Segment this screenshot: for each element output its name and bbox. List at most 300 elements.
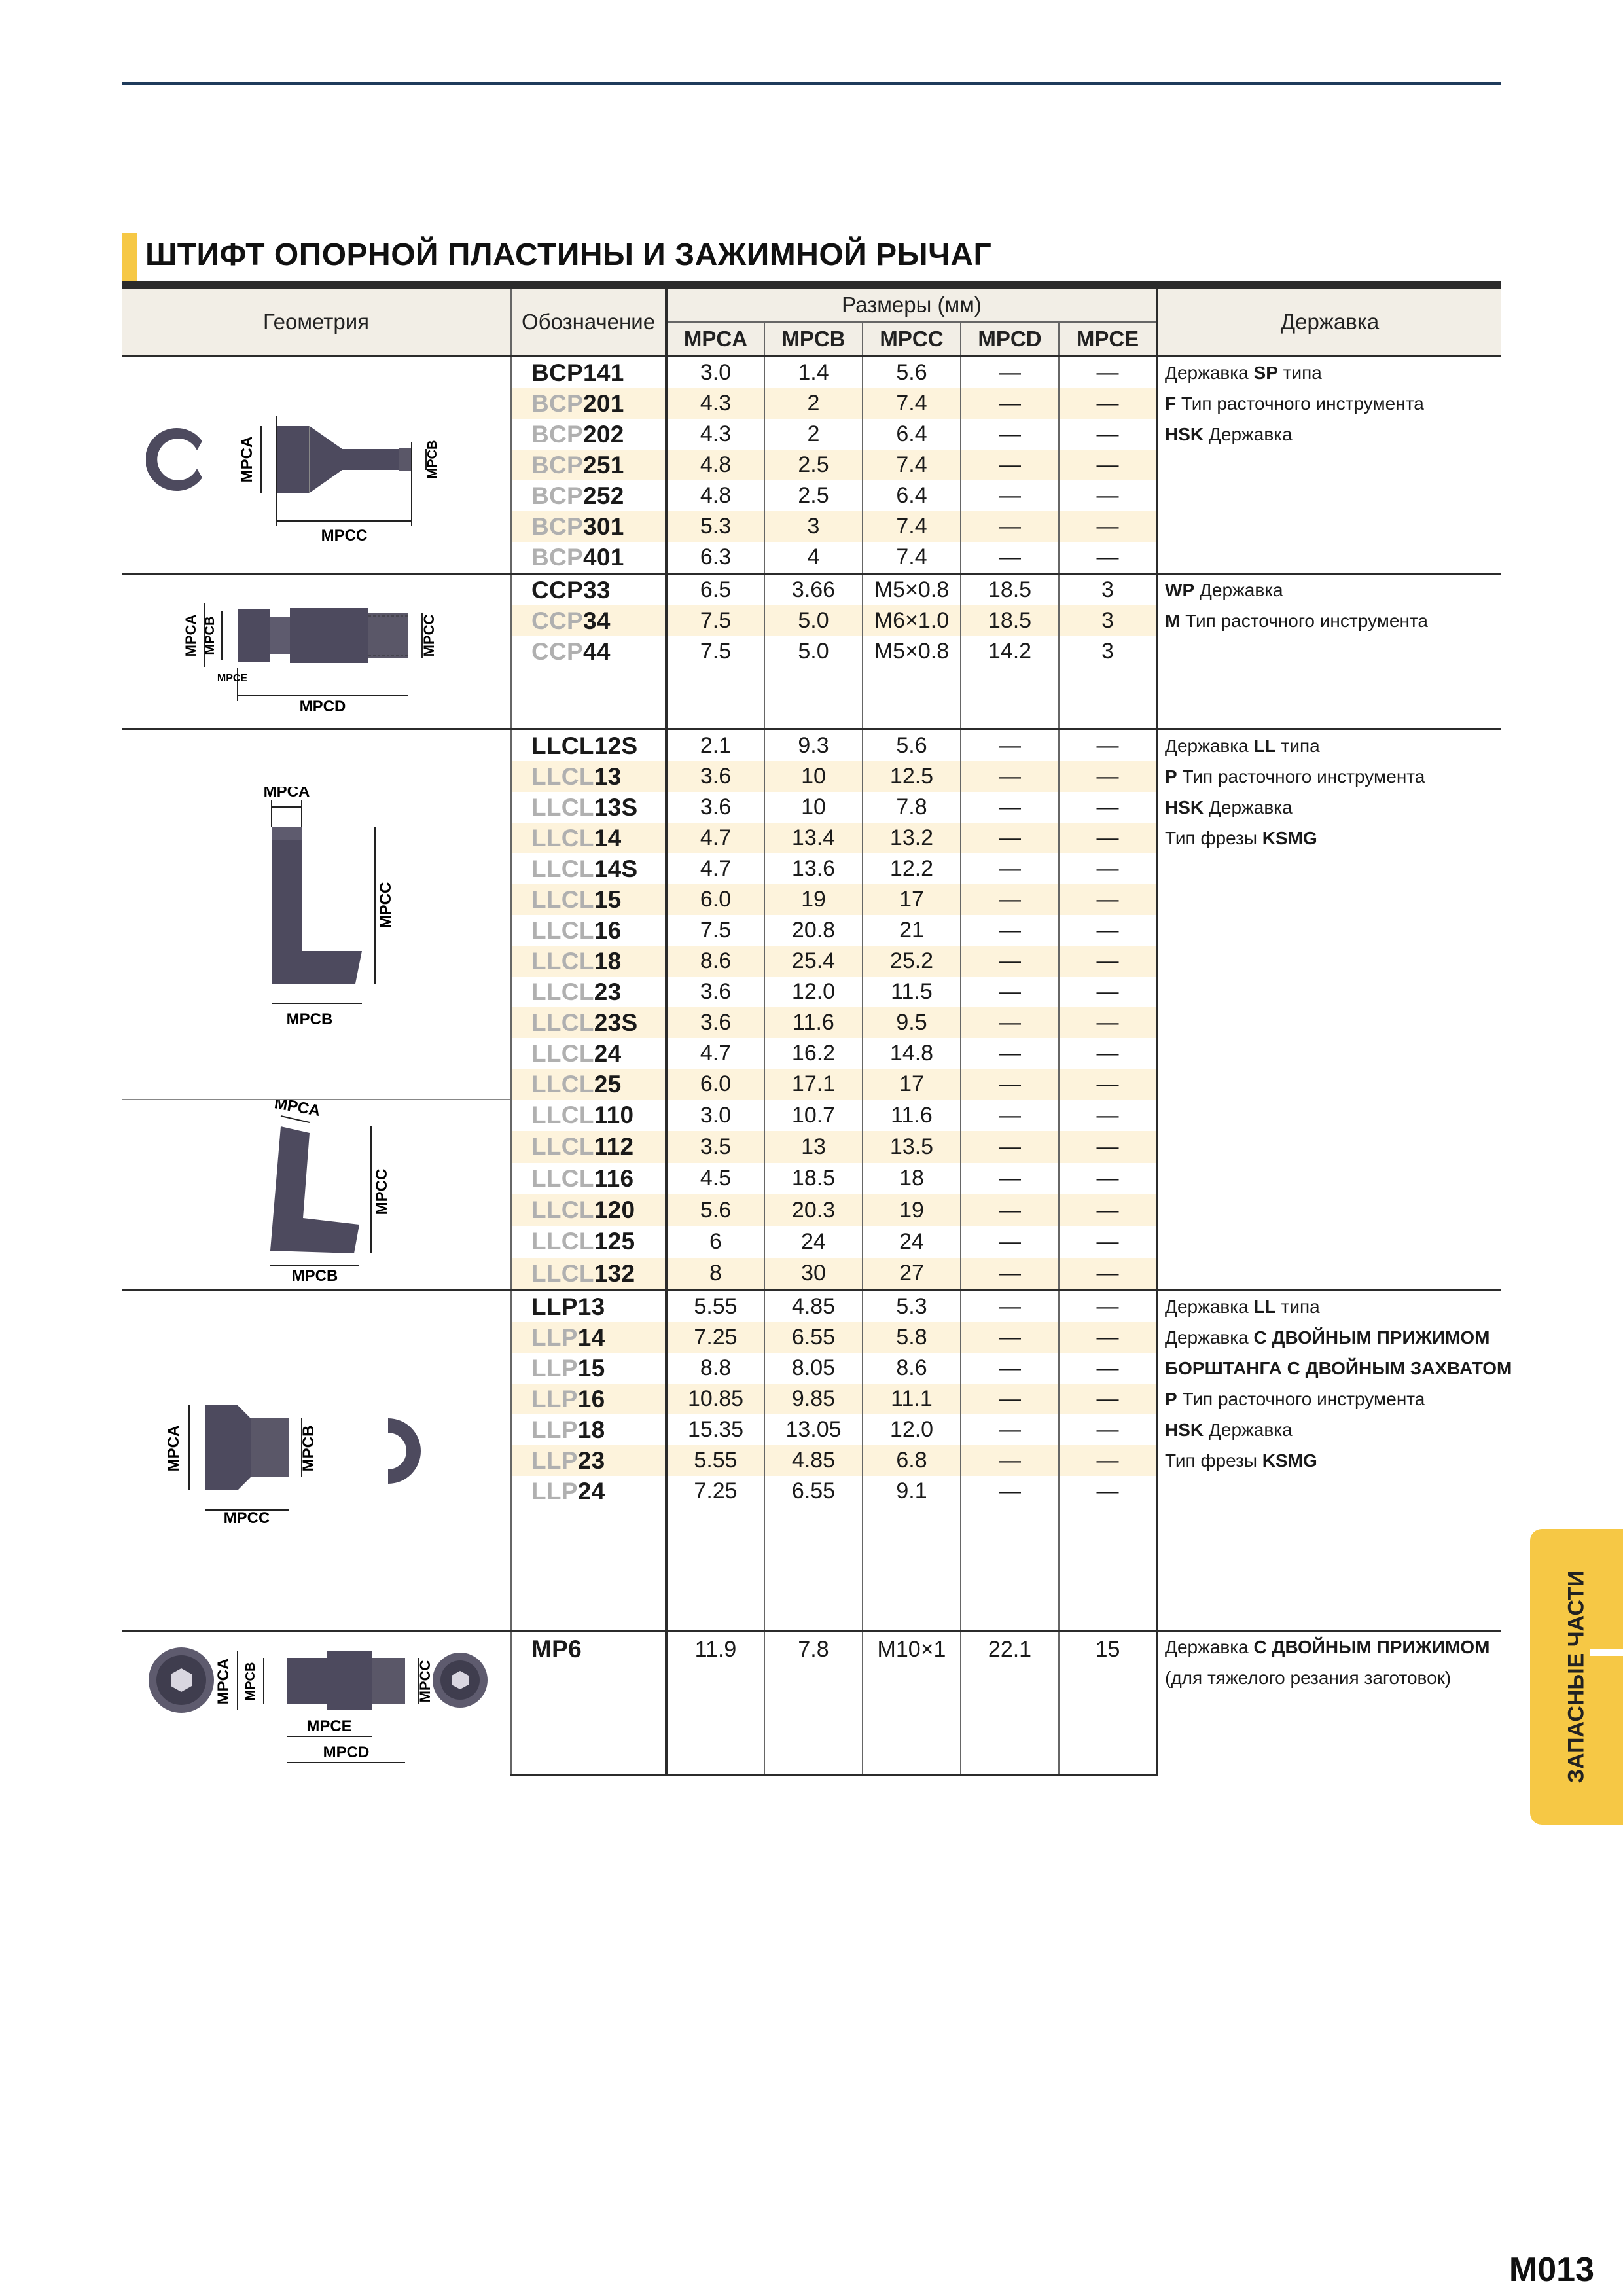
designation-suffix: 25 xyxy=(594,1070,622,1098)
cell-mpcc: 6.8 xyxy=(863,1445,961,1476)
cell-mpca: 4.5 xyxy=(666,1163,764,1194)
cell-mpca: 7.25 xyxy=(666,1322,764,1353)
cell-mpcc: 7.4 xyxy=(863,450,961,480)
cell-mpcb: 13 xyxy=(764,1131,863,1162)
empty-cell xyxy=(961,1537,1059,1568)
top-rule xyxy=(122,82,1501,85)
spec-table xyxy=(122,289,1512,1776)
designation-prefix: LLCL xyxy=(531,947,594,975)
empty-cell xyxy=(863,1537,961,1568)
llp-c-clip-icon xyxy=(388,1418,421,1484)
geometry-cell-llcl xyxy=(122,730,511,1100)
cell-mpcc: 9.5 xyxy=(863,1007,961,1038)
cell-mpcc: 14.8 xyxy=(863,1038,961,1069)
geometry-cell-ccp xyxy=(122,574,511,730)
designation-suffix: 14 xyxy=(577,1323,605,1351)
cell-mpce: — xyxy=(1059,915,1157,946)
empty-cell xyxy=(666,1599,764,1631)
table-row xyxy=(122,1631,1501,1668)
cell-mpce: — xyxy=(1059,1038,1157,1069)
cell-mpce: — xyxy=(1059,1476,1157,1507)
cell-mpcb: 18.5 xyxy=(764,1163,863,1194)
mp-head-icon xyxy=(149,1647,214,1713)
empty-cell xyxy=(511,1738,666,1775)
llcl-label-mpca: MPCA xyxy=(263,787,310,800)
designation-prefix: LLP xyxy=(531,1354,578,1382)
cell-mpca: 4.8 xyxy=(666,480,764,511)
cell-mpcb: 25.4 xyxy=(764,946,863,977)
designation-cell xyxy=(511,761,666,792)
table-row xyxy=(122,730,1501,762)
llcl-label-mpcc: MPCC xyxy=(377,882,395,929)
empty-cell xyxy=(1059,1599,1157,1631)
empty-cell xyxy=(666,1568,764,1599)
designation-prefix: LLP xyxy=(531,1446,578,1474)
designation-cell xyxy=(511,1038,666,1069)
holder-text: Державка xyxy=(1165,736,1254,756)
cell-mpcd: 18.5 xyxy=(961,574,1059,606)
cell-mpcc: 12.5 xyxy=(863,761,961,792)
empty-cell xyxy=(666,1738,764,1775)
llcl-lever-angled-drawing xyxy=(270,1126,359,1253)
cell-mpcd: — xyxy=(961,450,1059,480)
cell-mpce: — xyxy=(1059,419,1157,450)
cell-mpcc: 12.2 xyxy=(863,853,961,884)
ccp-label-mpcd: MPCD xyxy=(299,698,346,714)
holder-text: Тип расточного инструмента xyxy=(1176,393,1424,414)
cell-mpce: — xyxy=(1059,1258,1157,1291)
cell-mpcd: — xyxy=(961,511,1059,542)
table-row xyxy=(122,357,1501,389)
cell-mpce: — xyxy=(1059,1131,1157,1162)
cell-mpca: 6.3 xyxy=(666,542,764,574)
header-holder: Державка xyxy=(1157,289,1501,357)
header-mpca: MPCA xyxy=(666,322,764,357)
cell-mpcc: M6×1.0 xyxy=(863,605,961,636)
cell-mpcc: 7.4 xyxy=(863,388,961,419)
designation-prefix: LLP xyxy=(531,1385,578,1412)
designation-suffix: 24 xyxy=(577,1477,605,1505)
designation-suffix: 116 xyxy=(594,1164,634,1192)
empty-cell xyxy=(511,1537,666,1568)
holder-bold: P xyxy=(1165,766,1177,787)
designation-prefix: LLP xyxy=(531,1416,578,1443)
cell-mpcb: 5.0 xyxy=(764,636,863,667)
designation-suffix: 34 xyxy=(583,607,611,634)
holder-text: Державка xyxy=(1194,580,1283,600)
cell-mpcd: — xyxy=(961,1100,1059,1131)
cell-mpce: — xyxy=(1059,1353,1157,1384)
ccp-label-mpca: MPCA xyxy=(183,614,199,657)
geometry-cell-llp xyxy=(122,1291,511,1631)
cell-mpcb: 13.6 xyxy=(764,853,863,884)
cell-mpcb: 5.0 xyxy=(764,605,863,636)
empty-cell xyxy=(764,1507,863,1537)
cell-mpcc: 5.6 xyxy=(863,357,961,389)
holder-line xyxy=(1165,1414,1501,1445)
holder-text: Державка xyxy=(1165,1327,1254,1348)
holder-text: Державка xyxy=(1204,424,1293,444)
cell-mpca: 11.9 xyxy=(666,1631,764,1668)
cell-mpcd: — xyxy=(961,1322,1059,1353)
holder-bold: WP xyxy=(1165,580,1195,600)
designation-suffix: CCP33 xyxy=(531,576,611,603)
cell-mpcd: 18.5 xyxy=(961,605,1059,636)
holder-cell-llcl xyxy=(1157,730,1501,1291)
cell-mpcd: — xyxy=(961,853,1059,884)
cell-mpcd: — xyxy=(961,915,1059,946)
cell-mpce: — xyxy=(1059,1226,1157,1257)
cell-mpcb: 12.0 xyxy=(764,977,863,1007)
cell-mpcd: — xyxy=(961,357,1059,389)
holder-text: Тип расточного инструмента xyxy=(1177,1389,1425,1409)
designation-suffix: 16 xyxy=(594,916,622,944)
cell-mpca: 4.7 xyxy=(666,1038,764,1069)
empty-cell xyxy=(764,1703,863,1738)
cell-mpca: 3.5 xyxy=(666,1131,764,1162)
cell-mpca: 3.0 xyxy=(666,1100,764,1131)
cell-mpcb: 19 xyxy=(764,884,863,915)
empty-cell xyxy=(961,1667,1059,1702)
cell-mpce: — xyxy=(1059,823,1157,853)
designation-suffix: LLP13 xyxy=(531,1293,605,1320)
designation-prefix: LLCL xyxy=(531,1009,594,1036)
designation-cell xyxy=(511,1069,666,1100)
cell-mpcd: 22.1 xyxy=(961,1631,1059,1668)
holder-bold-2: С ДВОЙНЫМ ПРИЖИМОМ xyxy=(1253,1327,1490,1348)
designation-cell xyxy=(511,1226,666,1257)
designation-suffix: 125 xyxy=(594,1228,635,1255)
cell-mpcd: — xyxy=(961,823,1059,853)
cell-mpce: — xyxy=(1059,730,1157,762)
designation-suffix: 44 xyxy=(583,637,611,665)
empty-cell xyxy=(961,1703,1059,1738)
cell-mpcb: 17.1 xyxy=(764,1069,863,1100)
designation-suffix: 23S xyxy=(594,1009,638,1036)
cell-mpcc: 8.6 xyxy=(863,1353,961,1384)
designation-prefix: LLCL xyxy=(531,793,594,821)
holder-text: Тип фрезы xyxy=(1165,1450,1262,1471)
cell-mpcd: 14.2 xyxy=(961,636,1059,667)
holder-bold-2: KSMG xyxy=(1262,828,1317,848)
designation-suffix: 13 xyxy=(594,762,622,790)
holder-text: Державка xyxy=(1165,1297,1254,1317)
cell-mpca: 4.3 xyxy=(666,388,764,419)
designation-suffix: 16 xyxy=(577,1385,605,1412)
empty-cell xyxy=(666,1537,764,1568)
geometry-cell-bcp xyxy=(122,357,511,574)
holder-bold: HSK xyxy=(1165,797,1204,817)
empty-cell xyxy=(863,1738,961,1775)
holder-line xyxy=(1165,1291,1501,1322)
designation-cell xyxy=(511,1384,666,1414)
designation-suffix: 15 xyxy=(594,886,622,913)
designation-suffix: 18 xyxy=(594,947,622,975)
designation-prefix: LLCL xyxy=(531,1196,594,1224)
cell-mpca: 6.0 xyxy=(666,1069,764,1100)
holder-bold-2: LL xyxy=(1253,1297,1276,1317)
holder-line xyxy=(1165,575,1501,605)
cell-mpca: 4.7 xyxy=(666,853,764,884)
holder-bold: HSK xyxy=(1165,1420,1204,1440)
cell-mpce: — xyxy=(1059,884,1157,915)
cell-mpcd: — xyxy=(961,1258,1059,1291)
holder-bold: M xyxy=(1165,611,1181,631)
cell-mpcd: — xyxy=(961,1291,1059,1323)
cell-mpca: 6.0 xyxy=(666,884,764,915)
designation-cell xyxy=(511,1631,666,1668)
cell-mpcd: — xyxy=(961,761,1059,792)
cell-mpcd: — xyxy=(961,1069,1059,1100)
designation-cell xyxy=(511,450,666,480)
designation-prefix: LLCL xyxy=(531,916,594,944)
cell-mpcd: — xyxy=(961,1476,1059,1507)
cell-mpcb: 3.66 xyxy=(764,574,863,606)
designation-suffix: 301 xyxy=(583,512,624,540)
designation-prefix: LLCL xyxy=(531,1070,594,1098)
cell-mpce: — xyxy=(1059,761,1157,792)
cell-mpcc: 13.5 xyxy=(863,1131,961,1162)
table-row xyxy=(122,1291,1501,1323)
cell-mpca: 5.55 xyxy=(666,1445,764,1476)
cell-mpcc: 11.1 xyxy=(863,1384,961,1414)
cell-mpce: — xyxy=(1059,388,1157,419)
page-title: ШТИФТ ОПОРНОЙ ПЛАСТИНЫ И ЗАЖИМНОЙ РЫЧАГ xyxy=(145,238,992,272)
cell-mpcd: — xyxy=(961,1353,1059,1384)
empty-cell xyxy=(1059,1703,1157,1738)
cell-mpcb: 1.4 xyxy=(764,357,863,389)
cell-mpcc: 9.1 xyxy=(863,1476,961,1507)
holder-text: Тип фрезы xyxy=(1165,828,1262,848)
bcp-clip-icon xyxy=(146,428,202,491)
empty-cell xyxy=(1059,667,1157,698)
designation-cell xyxy=(511,1291,666,1323)
designation-prefix: LLCL xyxy=(531,1102,594,1129)
cell-mpcb: 6.55 xyxy=(764,1476,863,1507)
holder-cell-llp xyxy=(1157,1291,1512,1631)
holder-line xyxy=(1165,1322,1501,1353)
holder-text: Тип расточного инструмента xyxy=(1177,766,1425,787)
cell-mpcd: — xyxy=(961,792,1059,823)
designation-cell xyxy=(511,1322,666,1353)
holder-line xyxy=(1165,823,1501,853)
holder-bold-2: LL xyxy=(1253,736,1276,756)
cell-mpcd: — xyxy=(961,542,1059,574)
designation-cell xyxy=(511,853,666,884)
llcl-angled-label-mpcb: MPCB xyxy=(291,1267,338,1283)
bcp-label-mpcc: MPCC xyxy=(321,527,368,545)
page-number: M013 xyxy=(1508,2251,1594,2289)
cell-mpcb: 8.05 xyxy=(764,1353,863,1384)
empty-cell xyxy=(511,1599,666,1631)
empty-cell xyxy=(511,698,666,730)
cell-mpca: 4.7 xyxy=(666,823,764,853)
designation-cell xyxy=(511,946,666,977)
header-mpcd: MPCD xyxy=(961,322,1059,357)
cell-mpca: 3.6 xyxy=(666,1007,764,1038)
cell-mpcc: M5×0.8 xyxy=(863,574,961,606)
cell-mpca: 5.6 xyxy=(666,1194,764,1226)
designation-cell xyxy=(511,574,666,606)
holder-text: Державка xyxy=(1165,1637,1254,1657)
cell-mpcc: 6.4 xyxy=(863,480,961,511)
bcp-pin-drawing xyxy=(261,416,426,526)
empty-cell xyxy=(1059,1537,1157,1568)
cell-mpce: — xyxy=(1059,1007,1157,1038)
title-underline xyxy=(122,281,1501,289)
cell-mpcd: — xyxy=(961,1163,1059,1194)
cell-mpcc: 7.4 xyxy=(863,542,961,574)
designation-cell xyxy=(511,1476,666,1507)
cell-mpcb: 4.85 xyxy=(764,1445,863,1476)
cell-mpcb: 3 xyxy=(764,511,863,542)
cell-mpcd: — xyxy=(961,946,1059,977)
llp-label-mpcb: MPCB xyxy=(300,1425,317,1472)
cell-mpcb: 2 xyxy=(764,419,863,450)
empty-cell xyxy=(764,1568,863,1599)
empty-cell xyxy=(511,1667,666,1702)
cell-mpca: 5.3 xyxy=(666,511,764,542)
designation-cell xyxy=(511,1100,666,1131)
cell-mpce: — xyxy=(1059,1384,1157,1414)
cell-mpcb: 4 xyxy=(764,542,863,574)
empty-cell xyxy=(666,1667,764,1702)
designation-prefix: LLCL xyxy=(531,1259,594,1287)
designation-prefix: BCP xyxy=(531,543,584,571)
bcp-label-mpcb: MPCB xyxy=(425,440,440,479)
designation-cell xyxy=(511,542,666,574)
cell-mpce: — xyxy=(1059,1291,1157,1323)
cell-mpcb: 9.3 xyxy=(764,730,863,762)
designation-cell xyxy=(511,1414,666,1445)
designation-cell xyxy=(511,977,666,1007)
designation-prefix: LLCL xyxy=(531,1228,594,1255)
designation-cell xyxy=(511,1163,666,1194)
empty-cell xyxy=(764,1599,863,1631)
holder-line xyxy=(1165,1632,1501,1662)
designation-cell xyxy=(511,1194,666,1226)
cell-mpca: 7.25 xyxy=(666,1476,764,1507)
cell-mpce: 3 xyxy=(1059,574,1157,606)
empty-cell xyxy=(511,667,666,698)
designation-cell xyxy=(511,1131,666,1162)
cell-mpcb: 10 xyxy=(764,792,863,823)
holder-text: Тип расточного инструмента xyxy=(1180,611,1428,631)
holder-line xyxy=(1165,357,1501,388)
empty-cell xyxy=(863,698,961,730)
cell-mpcd: — xyxy=(961,388,1059,419)
side-tab-label xyxy=(1530,1529,1623,1825)
header-designation: Обозначение xyxy=(511,289,666,357)
cell-mpcc: 5.8 xyxy=(863,1322,961,1353)
designation-suffix: 202 xyxy=(583,420,624,448)
cell-mpcc: 12.0 xyxy=(863,1414,961,1445)
designation-suffix: 112 xyxy=(594,1133,634,1160)
cell-mpca: 6.5 xyxy=(666,574,764,606)
cell-mpcd: — xyxy=(961,884,1059,915)
designation-cell xyxy=(511,636,666,667)
holder-bold-2: SP xyxy=(1253,363,1278,383)
empty-cell xyxy=(511,1568,666,1599)
cell-mpcc: 21 xyxy=(863,915,961,946)
llp-pin-drawing xyxy=(205,1405,289,1490)
designation-suffix: 120 xyxy=(594,1196,635,1224)
designation-suffix: 14S xyxy=(594,855,638,882)
cell-mpce: — xyxy=(1059,1069,1157,1100)
designation-suffix: 132 xyxy=(594,1259,635,1287)
designation-suffix: 24 xyxy=(594,1039,622,1067)
table-body xyxy=(122,357,1512,1776)
cell-mpce: — xyxy=(1059,542,1157,574)
cell-mpcc: 11.6 xyxy=(863,1100,961,1131)
designation-suffix: BCP141 xyxy=(531,359,624,386)
designation-suffix: 14 xyxy=(594,824,622,852)
holder-text-2: типа xyxy=(1275,736,1320,756)
title-accent xyxy=(122,233,137,281)
cell-mpcb: 20.8 xyxy=(764,915,863,946)
empty-cell xyxy=(961,1599,1059,1631)
empty-cell xyxy=(764,667,863,698)
holder-text: (для тяжелого резания заготовок) xyxy=(1165,1668,1452,1688)
cell-mpcd: — xyxy=(961,419,1059,450)
cell-mpcc: 11.5 xyxy=(863,977,961,1007)
designation-prefix: LLCL xyxy=(531,1039,594,1067)
header-geometry: Геометрия xyxy=(122,289,511,357)
empty-cell xyxy=(961,698,1059,730)
designation-cell xyxy=(511,357,666,389)
designation-cell xyxy=(511,1258,666,1291)
designation-suffix: 15 xyxy=(577,1354,605,1382)
designation-cell xyxy=(511,511,666,542)
ccp-label-mpcb: MPCB xyxy=(203,616,217,655)
holder-cell-ccp xyxy=(1157,574,1501,730)
empty-cell xyxy=(1059,698,1157,730)
empty-cell xyxy=(764,698,863,730)
llp-label-mpca: MPCA xyxy=(165,1425,183,1472)
cell-mpce: — xyxy=(1059,357,1157,389)
cell-mpca: 7.5 xyxy=(666,605,764,636)
empty-cell xyxy=(863,1568,961,1599)
cell-mpcb: 7.8 xyxy=(764,1631,863,1668)
cell-mpcb: 2.5 xyxy=(764,480,863,511)
ccp-label-mpce: MPCE xyxy=(217,673,248,684)
cell-mpce: — xyxy=(1059,977,1157,1007)
cell-mpce: — xyxy=(1059,1163,1157,1194)
geometry-cell-mp xyxy=(122,1631,511,1776)
designation-prefix: BCP xyxy=(531,512,584,540)
cell-mpce: 15 xyxy=(1059,1631,1157,1668)
cell-mpca: 8 xyxy=(666,1258,764,1291)
cell-mpcb: 20.3 xyxy=(764,1194,863,1226)
mp-label-mpcd: MPCD xyxy=(323,1744,370,1761)
empty-cell xyxy=(1059,1738,1157,1775)
cell-mpcd: — xyxy=(961,1414,1059,1445)
designation-prefix: CCP xyxy=(531,637,584,665)
holder-line xyxy=(1165,730,1501,761)
mp-label-mpce: MPCE xyxy=(306,1717,352,1735)
designation-prefix: LLP xyxy=(531,1323,578,1351)
cell-mpca: 3.0 xyxy=(666,357,764,389)
cell-mpce: — xyxy=(1059,450,1157,480)
empty-cell xyxy=(1059,1507,1157,1537)
bcp-label-mpca: MPCA xyxy=(238,436,256,483)
designation-prefix: LLCL xyxy=(531,1164,594,1192)
cell-mpcc: 7.8 xyxy=(863,792,961,823)
cell-mpcc: 19 xyxy=(863,1194,961,1226)
ccp-label-mpcc: MPCC xyxy=(421,614,437,657)
cell-mpcd: — xyxy=(961,1194,1059,1226)
cell-mpca: 7.5 xyxy=(666,915,764,946)
